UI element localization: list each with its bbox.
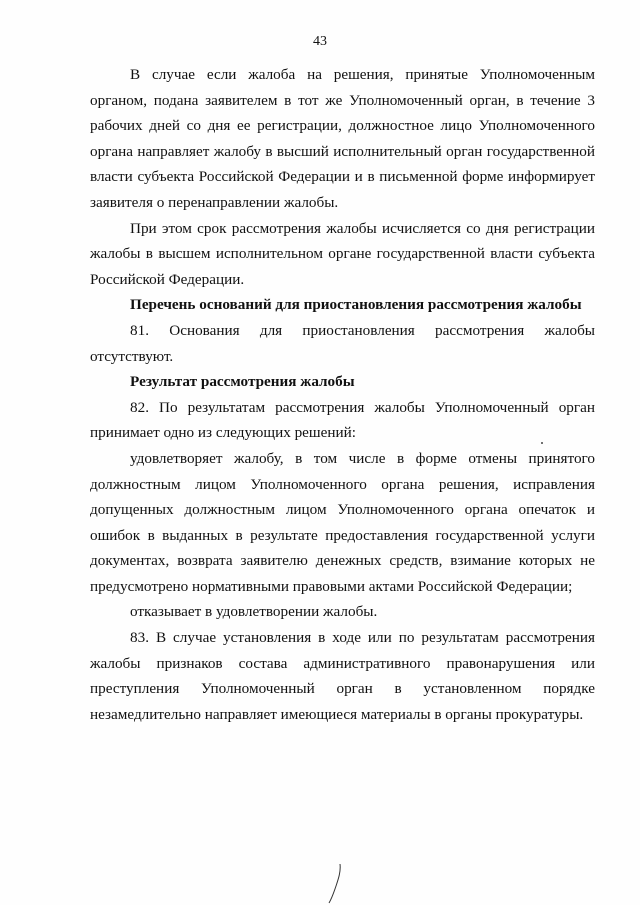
page-number: 43 (313, 34, 327, 49)
paragraph-82-satisfy: удовлетворяет жалобу, в том числе в форме отмены принятого должностным лицом Уполномоченного органа решения, исправления допущенных должностным лицом Уполномоченного органа опечаток и ошибок в выданных в результате предоставления государственной услуги документах, возврата заявителю денежных средств, взимание которых не предусмотрено нормативными правовыми актами Российской Федерации; (90, 449, 595, 595)
paragraph-redirect-complaint: В случае если жалоба на решения, принятые Уполномоченным органом, подана заявителем в тот же Уполномоченный орган, в течение 3 рабочих дней со дня ее регистрации, должностное лицо Уполномоченного органа направляет жалобу в высший исполнительный орган государственной власти субъекта Российской Федерации и в письменной форме информирует заявителя о перенаправлении жалобы. (90, 66, 595, 211)
paragraph-83: 83. В случае установления в ходе или по результатам рассмотрения жалобы признаков состава административного правонарушения или преступления Уполномоченный орган в установленном порядке незамедлительно направляет имеющиеся материалы в органы прокуратуры. (90, 629, 595, 723)
pen-mark (326, 862, 346, 904)
paragraph-81: 81. Основания для приостановления рассмотрения жалобы отсутствуют. (90, 321, 595, 365)
paragraph-82: 82. По результатам рассмотрения жалобы Уполномоченный орган принимает одно из следующих решений: (90, 398, 595, 442)
scan-speck (541, 442, 543, 444)
section-heading-review-result: Результат рассмотрения жалобы (130, 373, 355, 391)
paragraph-82-refuse: отказывает в удовлетворении жалобы. (130, 603, 378, 621)
paragraph-review-term: При этом срок рассмотрения жалобы исчисляется со дня регистрации жалобы в высшем исполнительном органе государственной власти субъекта Российской Федерации. (90, 219, 595, 288)
document-body (90, 62, 595, 727)
section-heading-suspension-grounds: Перечень оснований для приостановления рассмотрения жалобы (130, 296, 582, 314)
